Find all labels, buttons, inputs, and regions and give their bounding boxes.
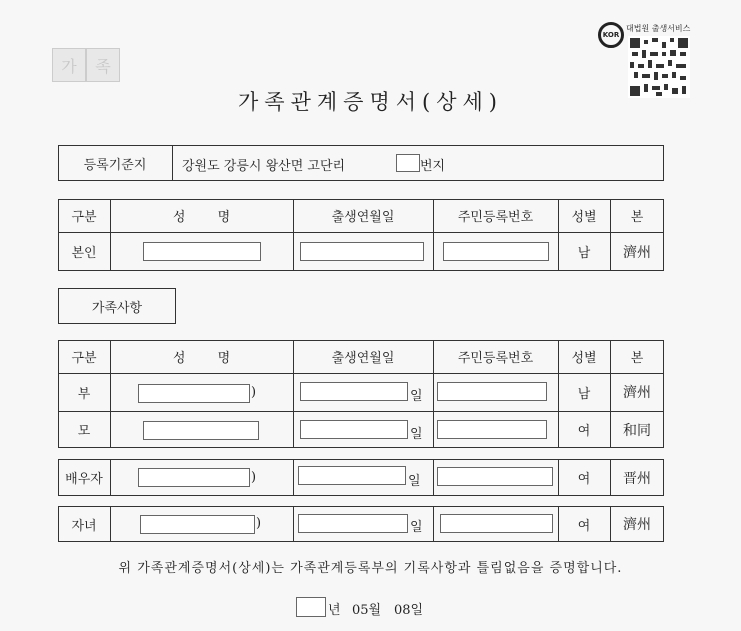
father-origin: 濟州 (623, 385, 651, 401)
family-section-label: 가족사항 (58, 288, 176, 324)
spouse-gender: 여 (577, 472, 591, 487)
family-header-gender: 성별 (571, 351, 597, 366)
qr-service-label: 대법원 출생서비스 (626, 24, 691, 33)
spouse-name-tail: ) (251, 470, 257, 485)
child-name-redaction (140, 515, 255, 534)
qr-badge-icon: KOR (598, 22, 624, 48)
family-header-origin: 본 (630, 351, 644, 366)
child-name-tail: ) (256, 516, 262, 531)
spouse-birth-redaction (298, 466, 406, 485)
document-title: 가족관계증명서(상세) (238, 90, 503, 114)
issue-month: 05월 (352, 603, 382, 618)
header-gender: 성별 (571, 210, 597, 225)
header-origin: 본 (630, 210, 644, 225)
spouse-name-redaction (138, 468, 250, 487)
registry-suffix: 번지 (420, 159, 446, 174)
self-gender: 남 (577, 246, 591, 261)
child-id-redaction (440, 514, 553, 533)
child-origin: 濟州 (623, 517, 651, 533)
mother-category: 모 (77, 424, 91, 439)
family-header-name: 성 명 (172, 351, 231, 366)
father-category: 부 (77, 386, 91, 402)
header-id: 주민등록번호 (457, 210, 534, 225)
father-birth-redaction (300, 382, 408, 401)
spouse-id-redaction (437, 467, 553, 486)
mother-birth-tail: 일 (410, 427, 423, 442)
father-id-redaction (437, 382, 547, 401)
mother-id-redaction (437, 420, 547, 439)
registry-label: 등록기준지 (83, 157, 147, 173)
stamp-char-1: 가 (52, 48, 86, 82)
self-name-redaction (143, 242, 261, 261)
mother-gender: 여 (577, 424, 591, 439)
spouse-birth-tail: 일 (408, 474, 421, 489)
self-id-redaction (443, 242, 549, 261)
registry-redaction (396, 154, 420, 172)
mother-birth-redaction (300, 420, 408, 439)
header-name: 성 명 (172, 210, 231, 225)
father-gender: 남 (577, 386, 591, 402)
child-category: 자녀 (71, 518, 97, 534)
mother-name-redaction (143, 421, 259, 440)
family-header-id: 주민등록번호 (457, 351, 534, 366)
self-category: 본인 (71, 246, 97, 261)
father-name-tail: ) (251, 385, 257, 400)
child-birth-redaction (298, 514, 408, 533)
self-birth-redaction (300, 242, 424, 261)
issue-year-suffix: 년 (328, 603, 341, 618)
header-birth: 출생연월일 (331, 210, 395, 225)
spouse-category: 배우자 (65, 472, 103, 487)
self-origin: 濟州 (623, 244, 651, 261)
stamp-char-2: 족 (86, 48, 120, 82)
certification-statement: 위 가족관계증명서(상세)는 가족관계등록부의 기록사항과 틀림없음을 증명합니다. (118, 561, 623, 576)
header-category: 구분 (71, 210, 97, 225)
father-birth-tail: 일 (410, 389, 423, 404)
child-gender: 여 (577, 518, 591, 534)
year-redaction (296, 597, 326, 617)
father-name-redaction (138, 384, 250, 403)
spouse-origin: 晋州 (623, 470, 651, 487)
registry-value: 강원도 강릉시 왕산면 고단리 (182, 159, 346, 174)
family-header-category: 구분 (71, 351, 97, 366)
family-header-birth: 출생연월일 (331, 351, 395, 366)
child-birth-tail: 일 (410, 520, 423, 535)
mother-origin: 和同 (623, 422, 651, 439)
issue-day: 08일 (394, 603, 424, 618)
